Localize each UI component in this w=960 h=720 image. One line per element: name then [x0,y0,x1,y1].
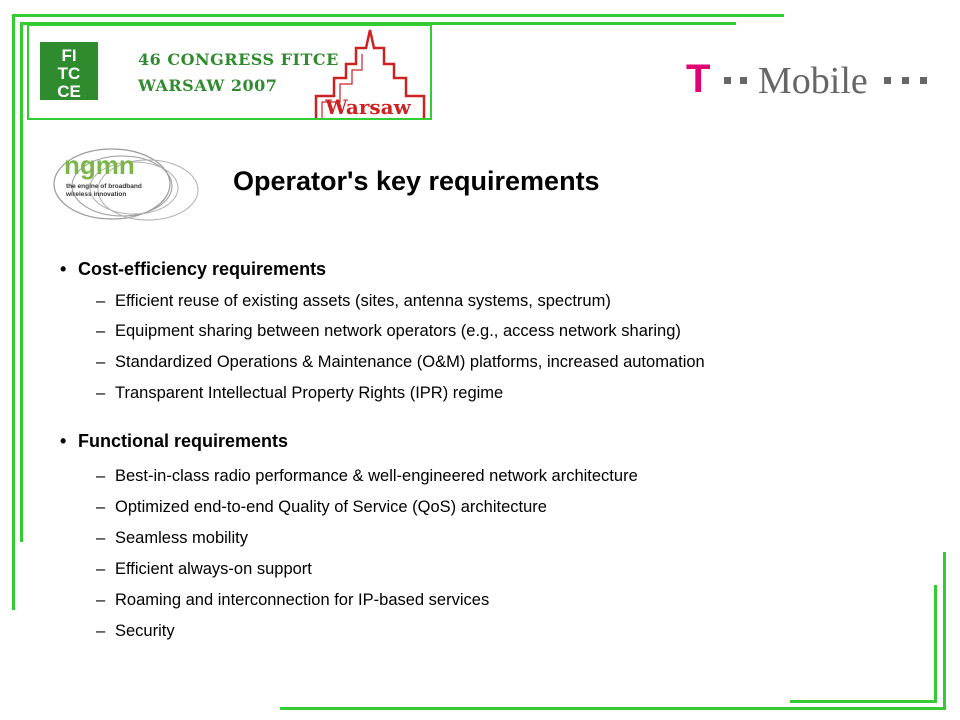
list-item [96,529,248,548]
ngmn-tagline-1: the engine of broadband [66,183,142,190]
congress-title: 46 CONGRESS FITCE [138,50,339,69]
dash-marker: – [96,529,106,547]
fitce-logo-line1: FI [61,46,77,65]
list-item [96,467,638,486]
list-item [96,384,503,403]
list-item-text: Security [115,622,175,640]
brand-dot [884,77,891,84]
dash-marker: – [96,591,106,609]
list-item [96,353,705,372]
ngmn-tagline-2: wireless innovation [66,191,127,198]
dash-marker: – [96,498,106,516]
dash-marker: – [96,560,106,578]
list-item-text: Efficient always-on support [115,560,312,578]
ngmn-logo [50,144,206,224]
t-mobile-t-letter: T [686,57,711,101]
list-item [96,498,547,517]
dash-marker: – [96,467,106,485]
dash-marker: – [96,322,106,340]
t-mobile-logo [686,55,936,105]
warsaw-label: Warsaw [325,95,411,118]
frame-line-right-outer [943,552,946,710]
brand-dot [920,77,927,84]
dash-marker: – [96,622,106,640]
list-item-text: Seamless mobility [115,529,248,547]
dash-marker: – [96,384,106,402]
brand-dot [724,77,731,84]
fitce-logo-line3: CE [57,82,81,100]
t-mobile-wordmark: Mobile [758,60,868,102]
section-heading-text: Functional requirements [78,431,289,451]
dash-marker: – [96,292,106,310]
list-item [96,591,489,610]
frame-line-left-outer [12,14,15,610]
frame-line-left-inner [20,22,23,542]
frame-line-bottom-inner [790,700,937,703]
list-item [96,560,312,579]
list-item-text: Equipment sharing between network operators (e.g., access network sharing) [115,322,681,340]
section-heading [60,431,288,452]
dash-marker: – [96,353,106,371]
section-heading-text: Cost-efficiency requirements [78,259,327,279]
frame-line-top-outer [12,14,784,17]
list-item [96,622,175,641]
list-item-text: Efficient reuse of existing assets (sites, antenna systems, spectrum) [115,292,611,310]
slide-title: Operator's key requirements [233,166,600,196]
congress-subtitle: WARSAW 2007 [138,76,278,95]
brand-dot [740,77,747,84]
frame-line-right-inner [934,585,937,703]
ngmn-wordmark: ngmn [64,150,135,180]
section-heading [60,259,326,280]
list-item-text: Transparent Intellectual Property Rights (IPR) regime [115,384,504,402]
list-item-text: Roaming and interconnection for IP-based services [115,591,490,609]
list-item [96,322,681,341]
frame-line-bottom-outer [280,707,946,710]
brand-dot [902,77,909,84]
warsaw-palace-emblem [300,26,432,118]
list-item-text: Standardized Operations & Maintenance (O&M) platforms, increased automation [115,353,705,371]
fitce-logo-line2: TC [57,64,81,83]
list-item [96,292,611,311]
bullet-marker: • [60,259,67,279]
fitce-logo [40,42,98,100]
list-item-text: Best-in-class radio performance & well-engineered network architecture [115,467,638,485]
bullet-marker: • [60,431,67,451]
list-item-text: Optimized end-to-end Quality of Service (QoS) architecture [115,498,547,516]
